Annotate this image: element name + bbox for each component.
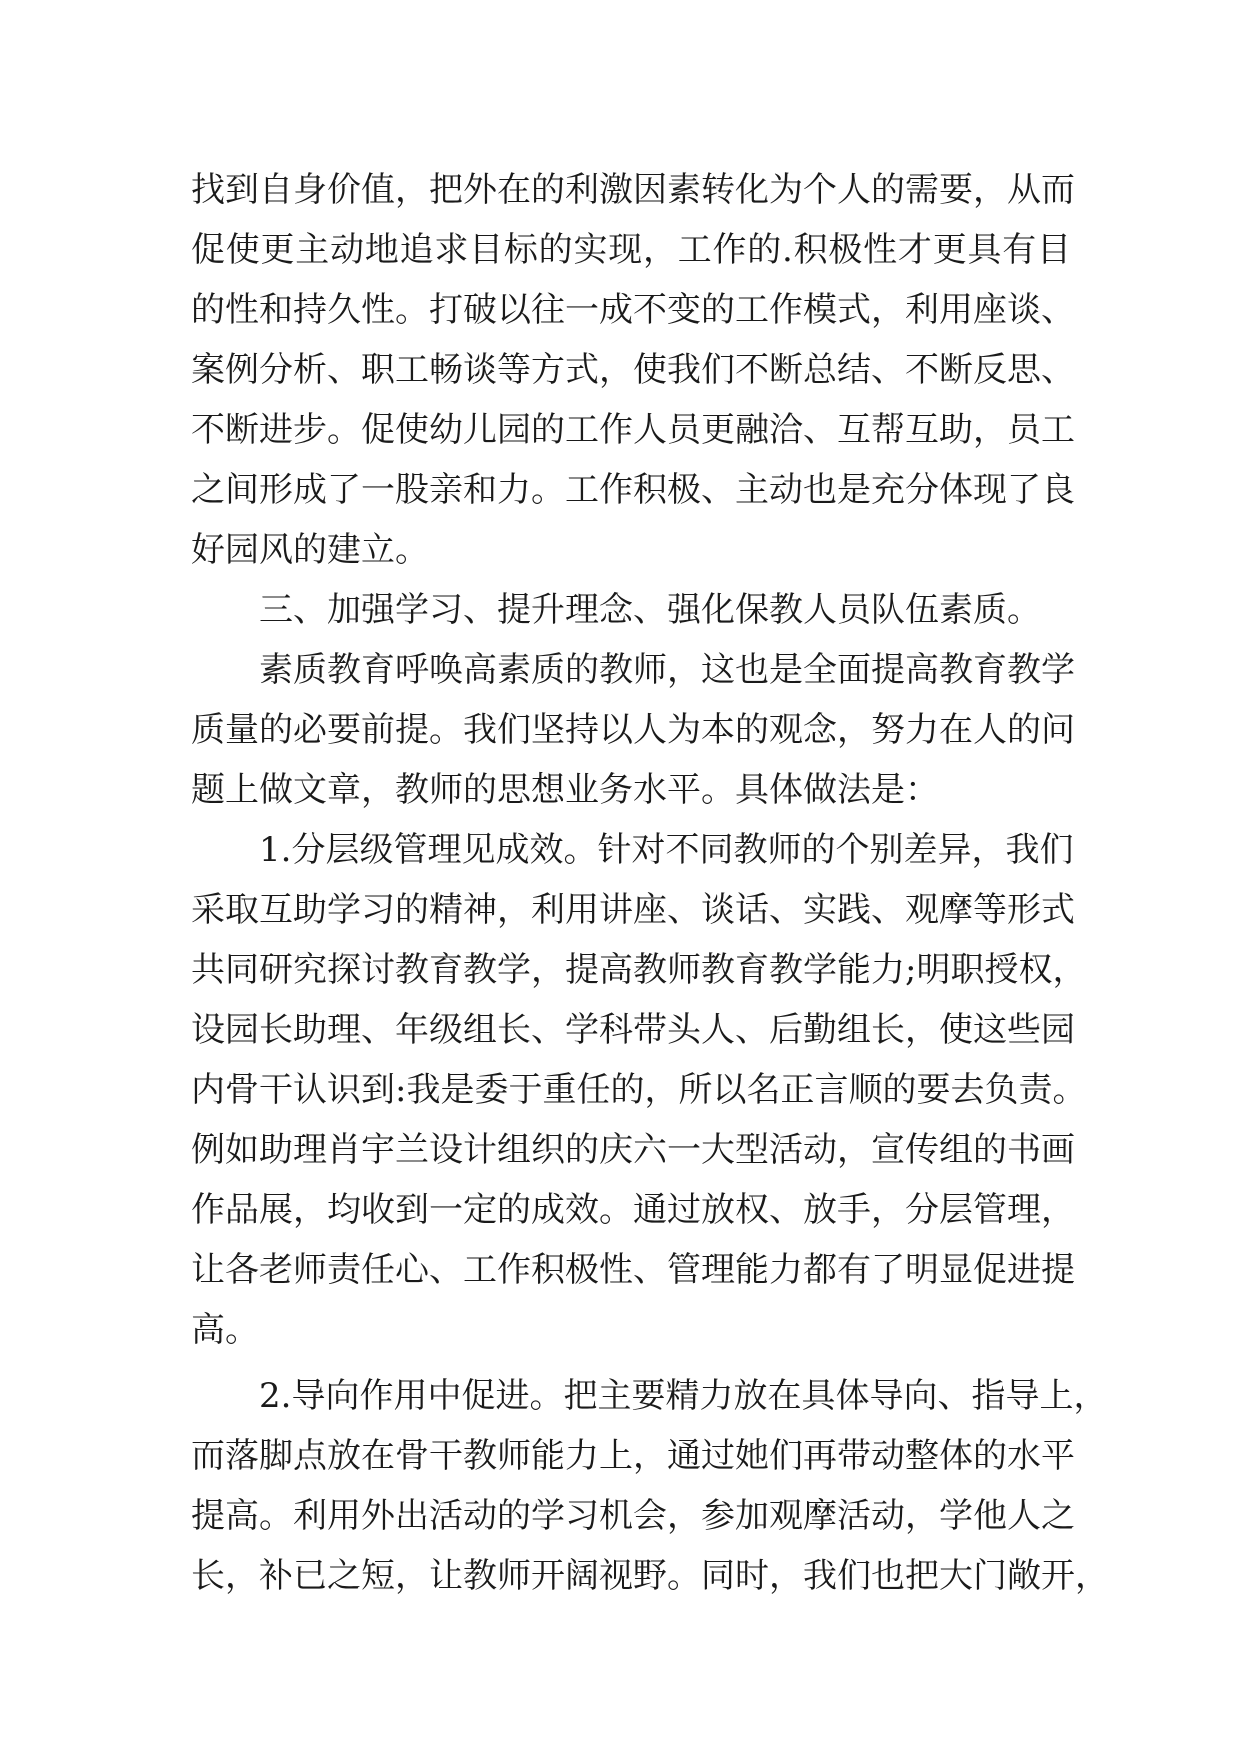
list-item-heading: 2.导向作用中促进。把主要精力放在具体导向、指导上， bbox=[259, 1376, 1108, 1416]
document-body bbox=[191, 160, 1109, 1606]
body-text-line: 题上做文章，教师的思想业务水平。具体做法是： bbox=[191, 770, 939, 810]
body-text-line: 素质教育呼唤高素质的教师，这也是全面提高教育教学 bbox=[259, 650, 1075, 690]
body-text-line: 之间形成了一股亲和力。工作积极、主动也是充分体现了良 bbox=[191, 470, 1075, 510]
body-text-line: 的性和持久性。打破以往一成不变的工作模式，利用座谈、 bbox=[191, 290, 1075, 330]
section-heading: 三、加强学习、提升理念、强化保教人员队伍素质。 bbox=[259, 590, 1041, 630]
body-text-line: 共同研究探讨教育教学，提高教师教育教学能力;明职授权， bbox=[191, 950, 1087, 990]
body-text-line: 高。 bbox=[191, 1310, 259, 1350]
list-item-heading: 1.分层级管理见成效。针对不同教师的个别差异，我们 bbox=[259, 830, 1074, 870]
body-text-line: 设园长助理、年级组长、学科带头人、后勤组长，使这些园 bbox=[191, 1010, 1075, 1050]
body-text-line: 而落脚点放在骨干教师能力上，通过她们再带动整体的水平 bbox=[191, 1436, 1075, 1476]
body-text-line: 好园风的建立。 bbox=[191, 530, 429, 570]
body-text-line: 找到自身价值，把外在的利激因素转化为个人的需要，从而 bbox=[191, 170, 1075, 210]
body-text-line: 案例分析、职工畅谈等方式，使我们不断总结、不断反思、 bbox=[191, 350, 1075, 390]
body-text-line: 作品展，均收到一定的成效。通过放权、放手，分层管理， bbox=[191, 1190, 1075, 1230]
body-text-line: 质量的必要前提。我们坚持以人为本的观念，努力在人的问 bbox=[191, 710, 1075, 750]
body-text-line: 长，补已之短，让教师开阔视野。同时，我们也把大门敞开， bbox=[191, 1556, 1109, 1596]
body-text-line: 采取互助学习的精神，利用讲座、谈话、实践、观摩等形式 bbox=[191, 890, 1075, 930]
body-text-line: 例如助理肖宇兰设计组织的庆六一大型活动，宣传组的书画 bbox=[191, 1130, 1075, 1170]
body-text-line: 内骨干认识到:我是委于重任的，所以名正言顺的要去负责。 bbox=[191, 1070, 1087, 1110]
body-text-line: 让各老师责任心、工作积极性、管理能力都有了明显促进提 bbox=[191, 1250, 1075, 1290]
body-text-line: 提高。利用外出活动的学习机会，参加观摩活动，学他人之 bbox=[191, 1496, 1075, 1536]
body-text-line: 不断进步。促使幼儿园的工作人员更融洽、互帮互助，员工 bbox=[191, 410, 1075, 450]
body-text-line: 促使更主动地追求目标的实现，工作的.积极性才更具有目 bbox=[191, 230, 1071, 270]
